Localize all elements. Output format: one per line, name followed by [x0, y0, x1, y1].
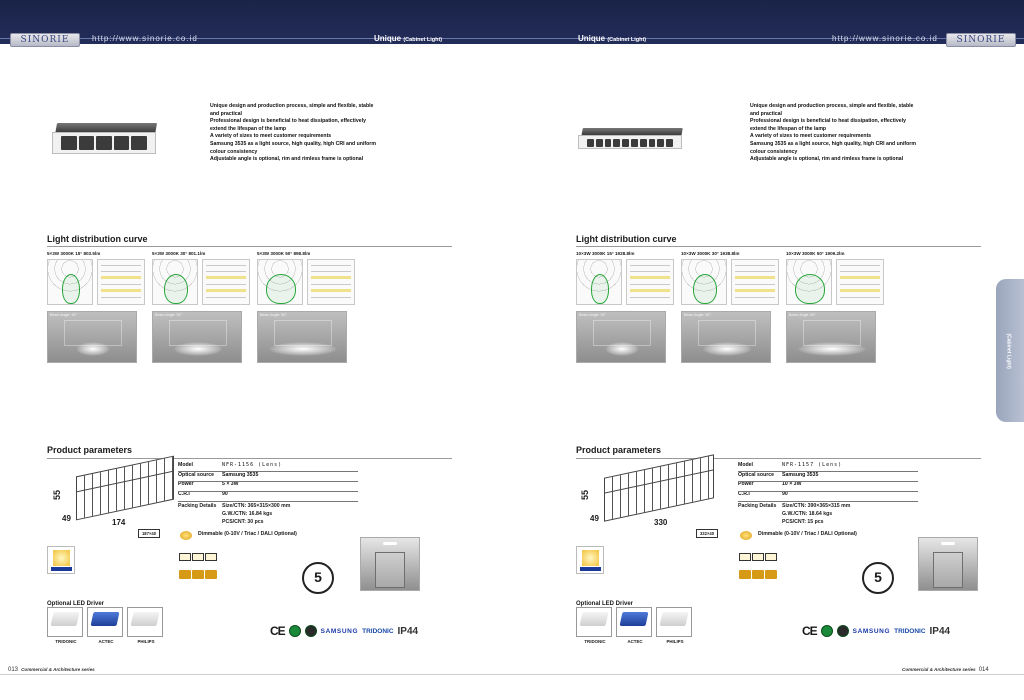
section-title-product-parameters: Product parameters	[576, 445, 662, 455]
dimension-drawing: 55 49 330	[578, 456, 703, 531]
catalog-page-left: Unique design and production process, simple and flexible, stable and practical Professional design is beneficial to heat dissipation, effectively extend the lifespan of the lamp A variety of sizes to meet customer requirements Samsung 3535 as a light source, high quality, high CRI and uniform colour consistency Adjustable angle is optional, rim and rimless frame is optional Light distribution curve 5×3W 3000K 15° 803.5lm 5×3W 3000K 30° 801.1lm 5×3W 3000K 50° 898.8lm Beam Angle: 15° Beam Angle: 30° Beam Angle: 50° Product parameters 55 49 174 187×40 Model NFR-1156 (Lens) Optical source Samsung 3535 Power 5 × 3W C.R.I 90 Packing Details Size/CTN: 365×315×300 mm G.W./CTN: 16.84 kgs PCS/CNT: 30 pcs Dimmable (0-10V / Triac / DALI Optional) 5 Optional LED Driver TRIDONIC ACTEC PHILIPS CE SAMSUNG TRIDONIC IP44 013 Commercial & Architecture series	[0, 44, 512, 700]
section-title-light-distribution: Light distribution curve	[576, 234, 677, 244]
application-photo	[918, 537, 978, 591]
website-url-left[interactable]: http://www.sinorie.co.id	[92, 34, 198, 43]
distribution-curve: 5×3W 3000K 15° 803.5lm	[47, 251, 147, 311]
beam-simulation-image: Beam Angle: 50°	[786, 311, 876, 363]
footer-left: 013 Commercial & Architecture series	[8, 667, 95, 673]
beam-angle-icons	[179, 548, 221, 584]
certification-logos: CE SAMSUNG TRIDONIC IP44	[270, 624, 419, 638]
ce-mark-icon: CE	[802, 624, 817, 638]
header-title-right: Unique (Cabinet Light)	[578, 34, 647, 43]
parameter-table: Model NFR-1157 (Lens) Optical source Samsung 3535 Power 10 × 3W C.R.I 90	[738, 462, 843, 498]
dimmable-icon	[740, 531, 752, 540]
side-chapter-tab[interactable]: Unique (Cabinet Light)	[996, 279, 1024, 422]
beam-simulation-image: Beam Angle: 15°	[47, 311, 137, 363]
warranty-badge: 5	[302, 562, 334, 594]
driver-philips: PHILIPS	[127, 607, 163, 637]
samsung-led-chip-icon	[576, 546, 604, 574]
parameter-table: Model NFR-1156 (Lens) Optical source Samsung 3535 Power 5 × 3W C.R.I 90	[178, 462, 283, 498]
beam-simulation-image: Beam Angle: 15°	[576, 311, 666, 363]
product-photo	[50, 120, 160, 162]
beam-angle-icons	[739, 548, 781, 584]
section-divider	[47, 246, 452, 247]
rohs-icon	[821, 625, 833, 637]
driver-tridonic: TRIDONIC	[576, 607, 612, 637]
driver-actec: ACTEC	[87, 607, 123, 637]
brand-logo-right: SINORIE	[946, 33, 1016, 47]
optional-driver-title: Optional LED Driver	[576, 601, 634, 607]
product-description: Unique design and production process, simple and flexible, stable and practical Professional design is beneficial to heat dissipation, effectively extend the lifespan of the lamp A variety of sizes to meet customer requirements Samsung 3535 as a light source, high quality, high CRI and uniform colour consistency Adjustable angle is optional, rim and rimless frame is optional	[750, 103, 916, 163]
dimmable-icon	[180, 531, 192, 540]
website-url-right[interactable]: http://www.sinorie.co.id	[832, 34, 938, 43]
cert-seal-icon	[305, 625, 317, 637]
warranty-badge: 5	[862, 562, 894, 594]
section-title-light-distribution: Light distribution curve	[47, 234, 148, 244]
distribution-curve: 10×3W 3000K 50° 1909.2lm	[786, 251, 886, 311]
distribution-curve: 5×3W 3000K 50° 898.8lm	[257, 251, 357, 311]
catalog-page-right: Unique design and production process, simple and flexible, stable and practical Professional design is beneficial to heat dissipation, effectively extend the lifespan of the lamp A variety of sizes to meet customer requirements Samsung 3535 as a light source, high quality, high CRI and uniform colour consistency Adjustable angle is optional, rim and rimless frame is optional Light distribution curve 10×3W 3000K 15° 1928.8lm 10×3W 3000K 30° 1938.8lm 10×3W 3000K 50° 1909.2lm Beam Angle: 15° Beam Angle: 30° Beam Angle: 50° Product parameters 55 49 330 332×40 Model NFR-1157 (Lens) Optical source Samsung 3535 Power 10 × 3W C.R.I 90 Packing Details Size/CTN: 390×365×315 mm G.W./CTN: 18.64 kgs PCS/CNT: 15 pcs Dimmable (0-10V / Triac / DALI Optional) 5 Optional LED Driver TRIDONIC ACTEC PHILIPS CE SAMSUNG TRIDONIC IP44 Commercial & Architecture series 014	[512, 44, 1024, 700]
distribution-curve: 5×3W 3000K 30° 801.1lm	[152, 251, 252, 311]
header-title-left: Unique (Cabinet Light)	[374, 34, 443, 43]
cutout-size: 187×40	[138, 529, 160, 538]
application-photo	[360, 537, 420, 591]
beam-simulation-image: Beam Angle: 30°	[152, 311, 242, 363]
distribution-curve: 10×3W 3000K 15° 1928.8lm	[576, 251, 676, 311]
section-title-product-parameters: Product parameters	[47, 445, 133, 455]
optional-driver-title: Optional LED Driver	[47, 601, 105, 607]
product-description: Unique design and production process, simple and flexible, stable and practical Professional design is beneficial to heat dissipation, effectively extend the lifespan of the lamp A variety of sizes to meet customer requirements Samsung 3535 as a light source, high quality, high CRI and uniform colour consistency Adjustable angle is optional, rim and rimless frame is optional	[210, 103, 376, 163]
driver-philips: PHILIPS	[656, 607, 692, 637]
rohs-icon	[289, 625, 301, 637]
dimmable-text: Dimmable (0-10V / Triac / DALI Optional)	[758, 531, 857, 537]
beam-simulation-image: Beam Angle: 30°	[681, 311, 771, 363]
product-photo	[576, 120, 686, 162]
cert-seal-icon	[837, 625, 849, 637]
ce-mark-icon: CE	[270, 624, 285, 638]
dimmable-text: Dimmable (0-10V / Triac / DALI Optional)	[198, 531, 297, 537]
distribution-curve: 10×3W 3000K 30° 1938.8lm	[681, 251, 781, 311]
beam-simulation-image: Beam Angle: 50°	[257, 311, 347, 363]
dimension-drawing: 55 49 174	[50, 456, 175, 531]
samsung-led-chip-icon	[47, 546, 75, 574]
driver-actec: ACTEC	[616, 607, 652, 637]
cutout-size: 332×40	[696, 529, 718, 538]
driver-tridonic: TRIDONIC	[47, 607, 83, 637]
certification-logos: CE SAMSUNG TRIDONIC IP44	[802, 624, 951, 638]
footer-right: Commercial & Architecture series 014	[902, 667, 989, 673]
brand-logo: SINORIE	[10, 33, 80, 47]
section-divider	[576, 246, 981, 247]
